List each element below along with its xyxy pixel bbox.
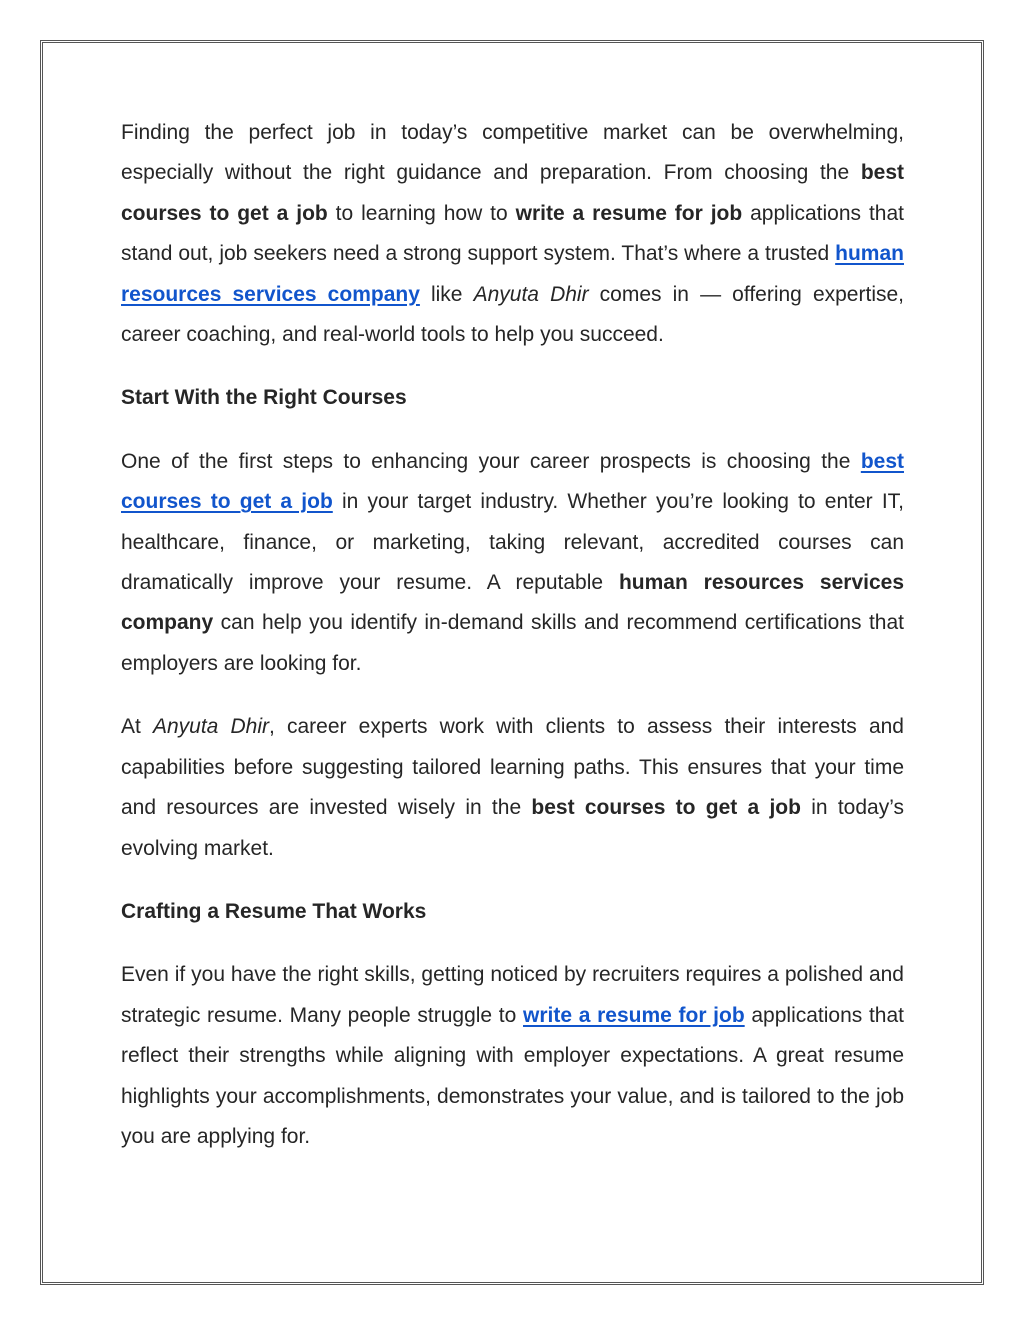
- text-span: , career experts work with clients to assess their interests and capabilities before suggesting tailored learning paths. This ensures that your time and resources are invested wisely in the: [121, 715, 904, 820]
- italic-company-name: Anyuta Dhir: [473, 282, 589, 306]
- bold-phrase: best courses to get a job: [531, 796, 801, 820]
- text-span: comes in — offering expertise, career coaching, and real-world tools to help you succeed.: [121, 282, 904, 347]
- write-resume-link[interactable]: write a resume for job: [523, 1003, 745, 1027]
- courses-paragraph: [121, 442, 904, 684]
- text-span: applications that reflect their strengths while aligning with employer expectations. A great resume highlights your accomplishments, demonstrates your value, and is tailored to the job you are applying for.: [121, 1003, 904, 1148]
- text-span: One of the first steps to enhancing your career prospects is choosing the: [121, 449, 861, 473]
- text-span: in today’s evolving market.: [121, 796, 905, 860]
- hr-services-link[interactable]: human resources services company: [121, 242, 904, 306]
- bold-phrase: best courses to get a job: [121, 161, 904, 225]
- anyuta-dhir-paragraph: [121, 707, 904, 869]
- text-span: Even if you have the right skills, getting noticed by recruiters requires a polished and strategic resume. Many people struggle to: [121, 963, 904, 1027]
- section-heading-resume: Crafting a Resume That Works: [121, 899, 427, 923]
- document-body: [121, 113, 904, 1180]
- bold-phrase: human resources services company: [121, 571, 904, 635]
- text-span: like: [419, 282, 474, 306]
- section-heading-courses: Start With the Right Courses: [121, 386, 407, 410]
- text-span: At: [121, 715, 153, 739]
- text-span: in your target industry. Whether you’re looking to enter IT, healthcare, finance, or marketing, taking relevant, accredited courses can dramatically improve your resume. A reputable: [121, 490, 904, 595]
- text-span: applications that stand out, job seekers need a strong support system. That’s where a trusted: [121, 201, 904, 266]
- best-courses-link[interactable]: best courses to get a job: [121, 449, 904, 514]
- text-span: to learning how to: [327, 201, 516, 225]
- italic-company-name: Anyuta Dhir: [152, 715, 270, 739]
- resume-paragraph: [121, 955, 904, 1157]
- text-span: can help you identify in-demand skills and recommend certifications that employers are looking for.: [121, 611, 904, 675]
- intro-paragraph: [121, 113, 904, 355]
- bold-phrase: write a resume for job: [515, 201, 743, 225]
- text-span: Finding the perfect job in today’s competitive market can be overwhelming, especially without the right guidance and preparation. From choosing the: [121, 121, 904, 185]
